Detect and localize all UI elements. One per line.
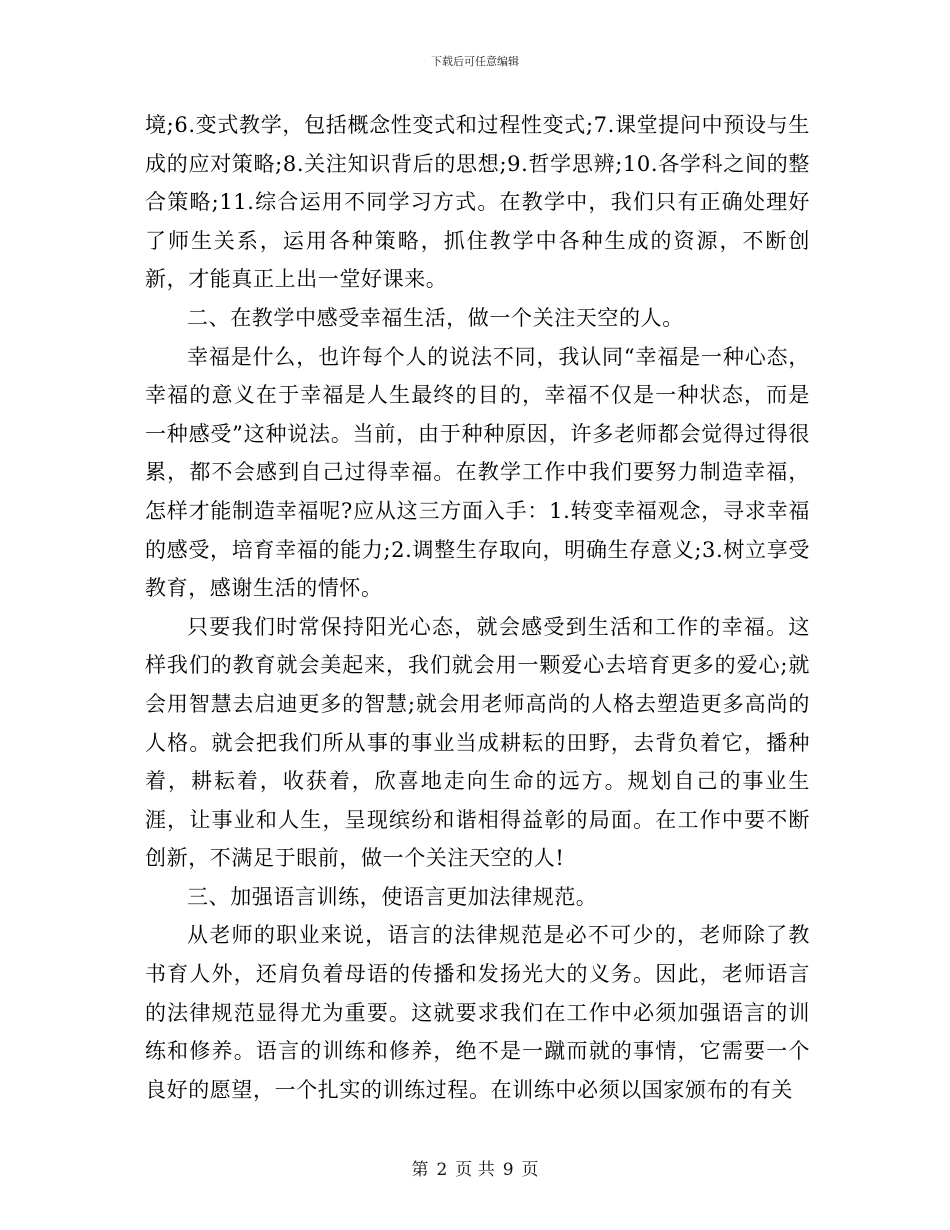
paragraph-happiness: 幸福是什么，也许每个人的说法不同，我认同“幸福是一种心态，幸福的意义在于幸福是人生最终的目的，幸福不仅是一种状态，而是一种感受”这种说法。当前，由于种种原因，许多老师都会觉得过得很累，都不会感到自己过得幸福。在教学工作中我们要努力制造幸福，怎样才能制造幸福呢?应从这三方面入手：1.转变幸福观念，寻求幸福的感受，培育幸福的能力;2.调整生存取向，明确生存意义;3.树立享受教育，感谢生活的情怀。 <box>145 344 810 601</box>
footer-total-pages: 9 <box>502 1160 514 1180</box>
footer-prefix: 第 <box>411 1160 429 1180</box>
page-footer <box>0 1155 950 1180</box>
paragraph-continuation: 境;6.变式教学，包括概念性变式和过程性变式;7.课堂提问中预设与生成的应对策略;8.关注知识背后的思想;9.哲学思辨;10.各学科之间的整合策略;11.综合运用不同学习方式。在教学中，我们只有正确处理好了师生关系，运用各种策略，抓住教学中各种生成的资源，不断创新，才能真正上出一堂好课来。 <box>145 113 810 292</box>
paragraph-language: 从老师的职业来说，语言的法律规范是必不可少的，老师除了教书育人外，还肩负着母语的传播和发扬光大的义务。因此，老师语言的法律规范显得尤为重要。这就要求我们在工作中必须加强语言的训练和修养。语言的训练和修养，绝不是一蹴而就的事情，它需要一个良好的愿望，一个扎实的训练过程。在训练中必须以国家颁布的有关 <box>145 923 810 1102</box>
paragraph-sunshine: 只要我们时常保持阳光心态，就会感受到生活和工作的幸福。这样我们的教育就会美起来，我们就会用一颗爱心去培育更多的爱心;就会用智慧去启迪更多的智慧;就会用老师高尚的人格去塑造更多高尚的人格。就会把我们所从事的事业当成耕耘的田野，去背负着它，播种着，耕耘着，收获着，欣喜地走向生命的远方。规划自己的事业生涯，让事业和人生，呈现缤纷和谐相得益彰的局面。在工作中要不断创新，不满足于眼前，做一个关注天空的人! <box>145 614 810 871</box>
footer-suffix: 页 <box>521 1160 539 1180</box>
page-header-note: 下载后可任意编辑 <box>431 55 519 68</box>
footer-current-page: 2 <box>436 1160 448 1180</box>
footer-middle: 页 共 <box>455 1160 495 1180</box>
section-heading-2: 二、在教学中感受幸福生活，做一个关注天空的人。 <box>187 305 684 330</box>
document-body <box>145 106 810 1109</box>
section-heading-3: 三、加强语言训练，使语言更加法律规范。 <box>187 884 598 909</box>
